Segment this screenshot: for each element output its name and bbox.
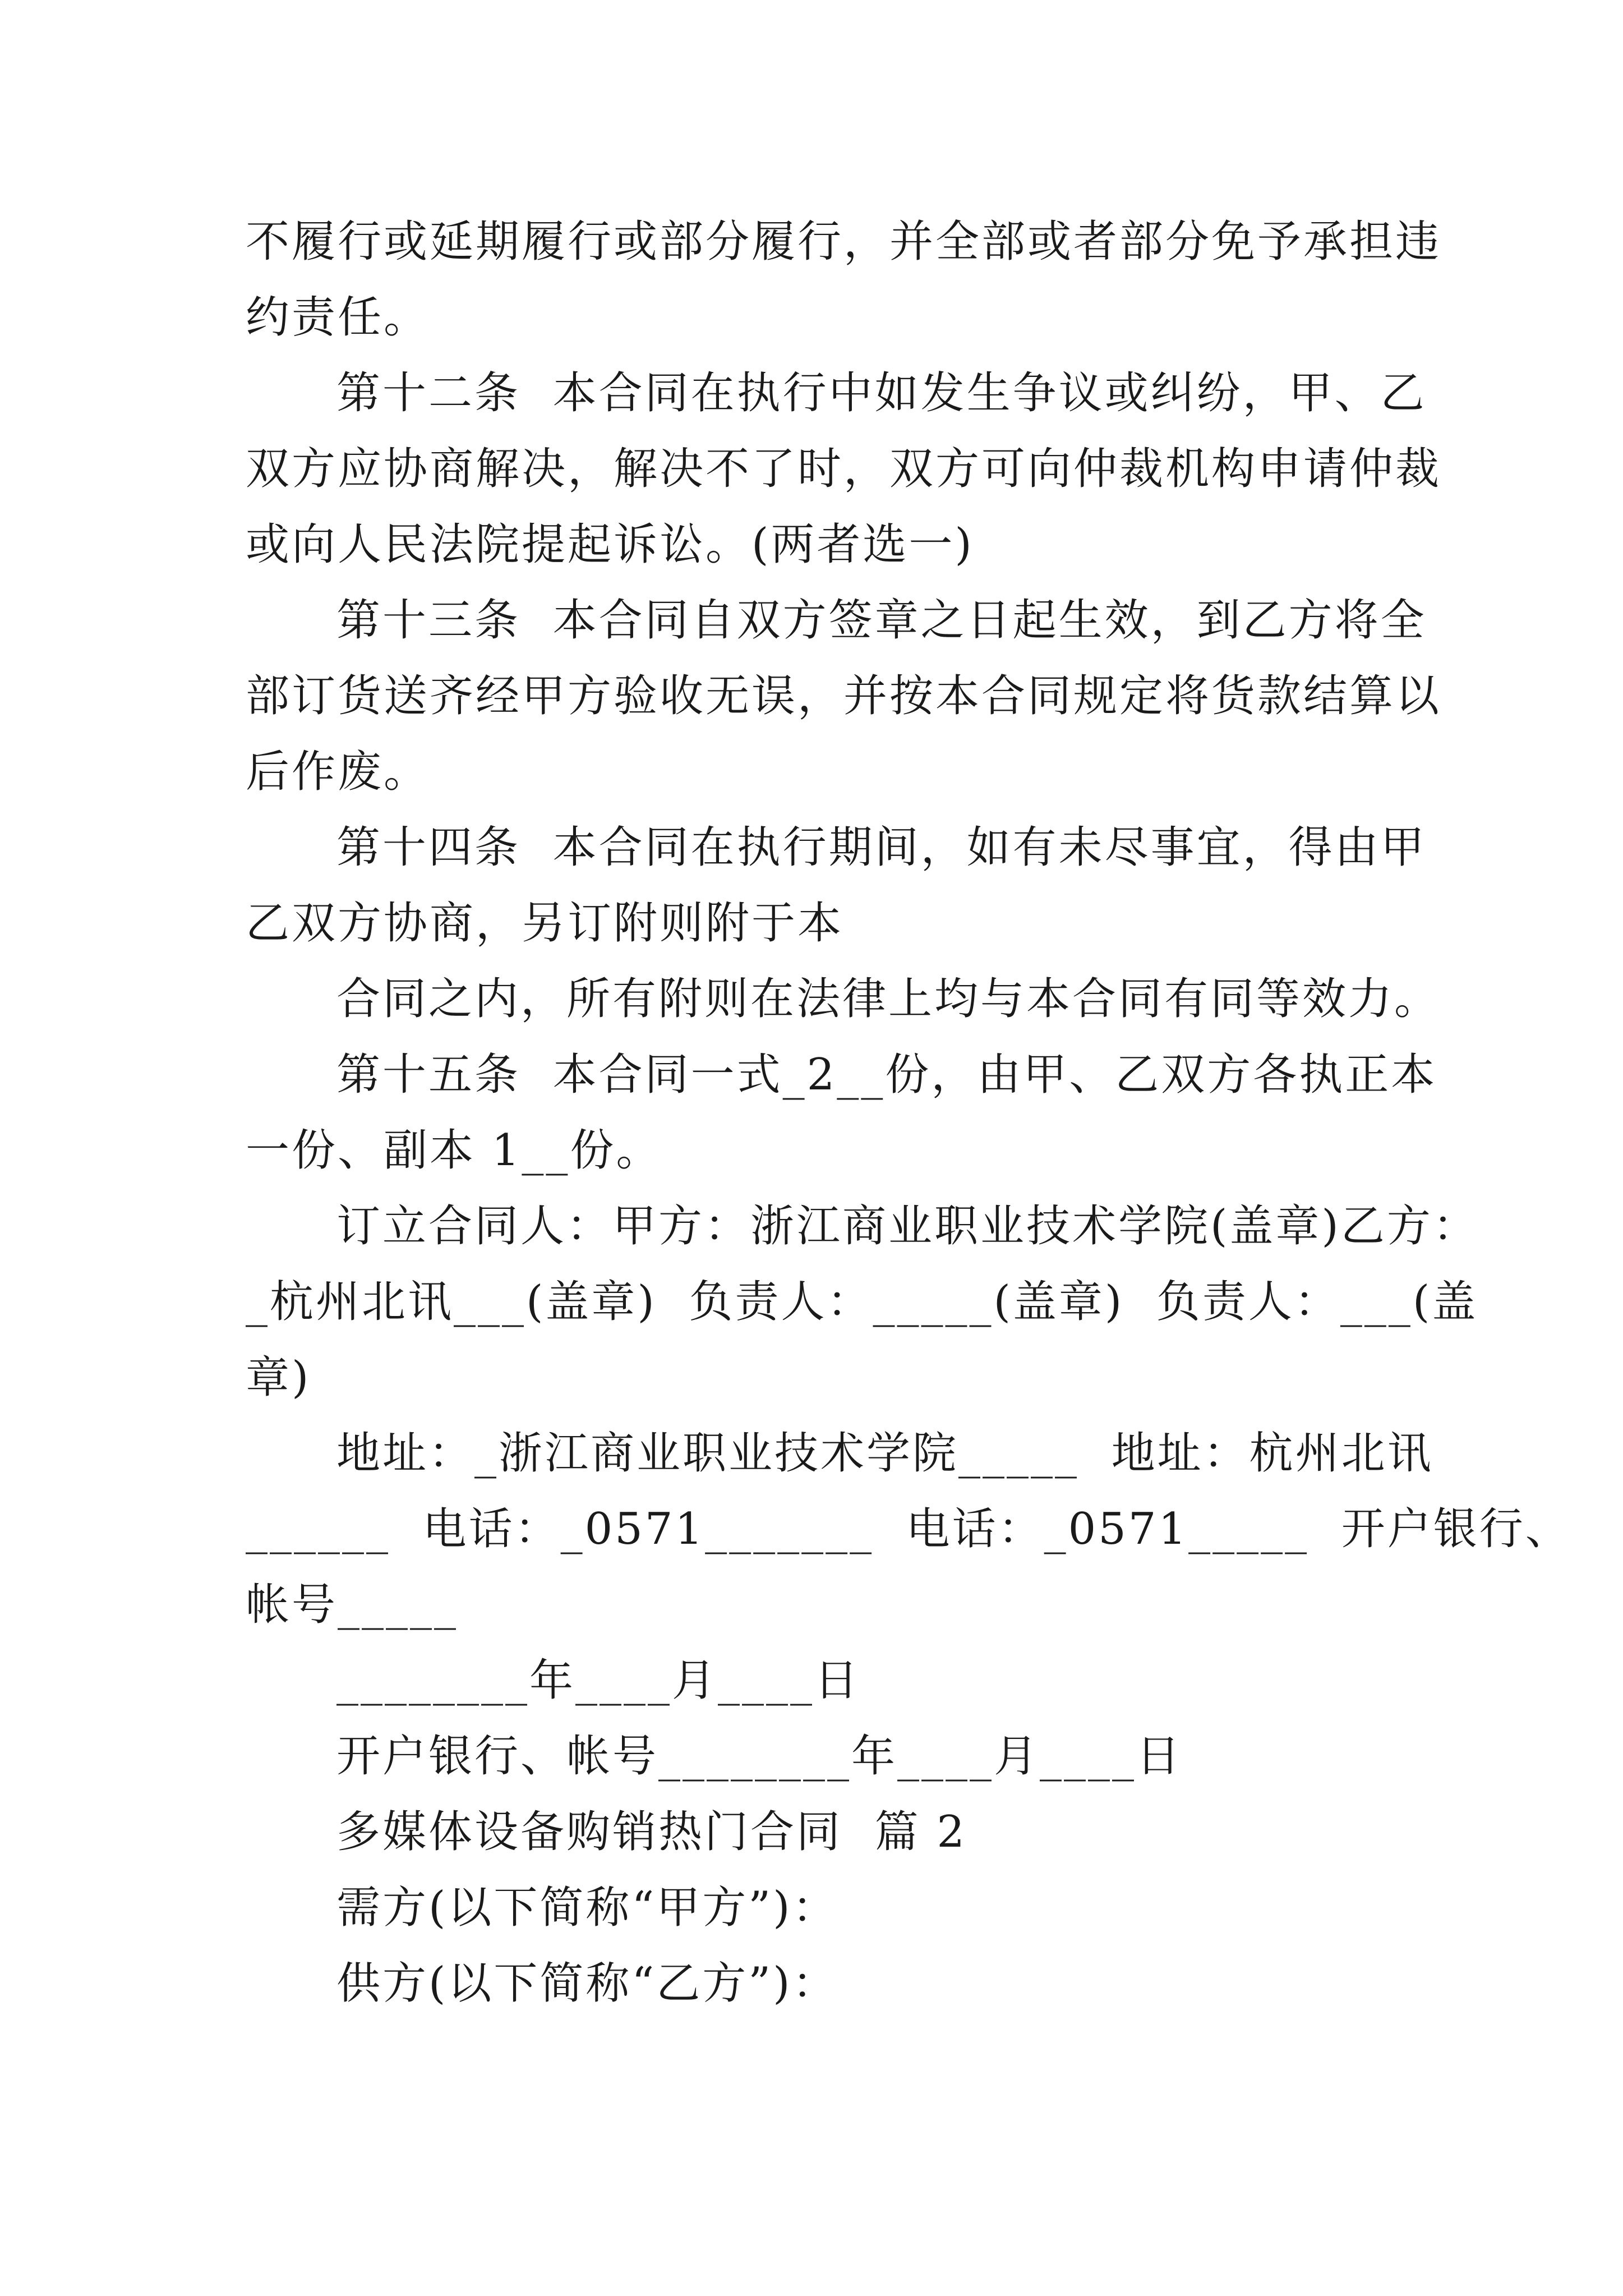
address-line: 地址：_浙江商业职业技术学院_____ 地址：杭州北讯 bbox=[336, 1428, 1433, 1479]
article-13-heading: 第十三条 本合同自双方签章之日起生效，到乙方将全 bbox=[336, 595, 1427, 646]
section-title: 多媒体设备购销热门合同 篇 2 bbox=[336, 1807, 967, 1857]
text-line: 后作废。 bbox=[246, 747, 430, 797]
text-line: 帐号_____ bbox=[246, 1580, 459, 1630]
text-line: 合同之内，所有附则在法律上均与本合同有同等效力。 bbox=[336, 974, 1441, 1024]
bank-date-line: 开户银行、帐号________年____月____日 bbox=[336, 1731, 1183, 1782]
text-line: _杭州北讯___(盖章) 负责人：_____(盖章) 负责人：___(盖 bbox=[246, 1277, 1478, 1327]
buyer-line: 需方(以下简称“甲方”)： bbox=[336, 1883, 838, 1933]
text-line: 双方应协商解决，解决不了时，双方可向仲裁机构申请仲裁 bbox=[246, 444, 1442, 494]
article-12-heading: 第十二条 本合同在执行中如发生争议或纠纷，甲、乙 bbox=[336, 368, 1427, 418]
text-line: 一份、副本 1__份。 bbox=[246, 1125, 662, 1176]
date-line: ________年____月____日 bbox=[336, 1655, 861, 1706]
text-line: 章) bbox=[246, 1352, 311, 1403]
text-line: 或向人民法院提起诉讼。(两者选一) bbox=[246, 519, 974, 570]
supplier-line: 供方(以下简称“乙方”)： bbox=[336, 1958, 838, 2009]
text-line: 乙双方协商，另订附则附于本 bbox=[246, 898, 844, 949]
text-line: 部订货送齐经甲方验收无误，并按本合同规定将货款结算以 bbox=[246, 671, 1442, 721]
text-line: 不履行或延期履行或部分履行，并全部或者部分免予承担违 bbox=[246, 217, 1442, 267]
article-15-heading: 第十五条 本合同一式_2__份，由甲、乙双方各执正本 bbox=[336, 1050, 1437, 1100]
signatories-line: 订立合同人：甲方：浙江商业职业技术学院(盖章)乙方： bbox=[336, 1201, 1479, 1251]
phone-line: ______ 电话：_0571_______ 电话：_0571_____ 开户银行、 bbox=[246, 1504, 1571, 1554]
article-14-heading: 第十四条 本合同在执行期间，如有未尽事宜，得由甲 bbox=[336, 822, 1427, 873]
text-line: 约责任。 bbox=[246, 292, 430, 343]
